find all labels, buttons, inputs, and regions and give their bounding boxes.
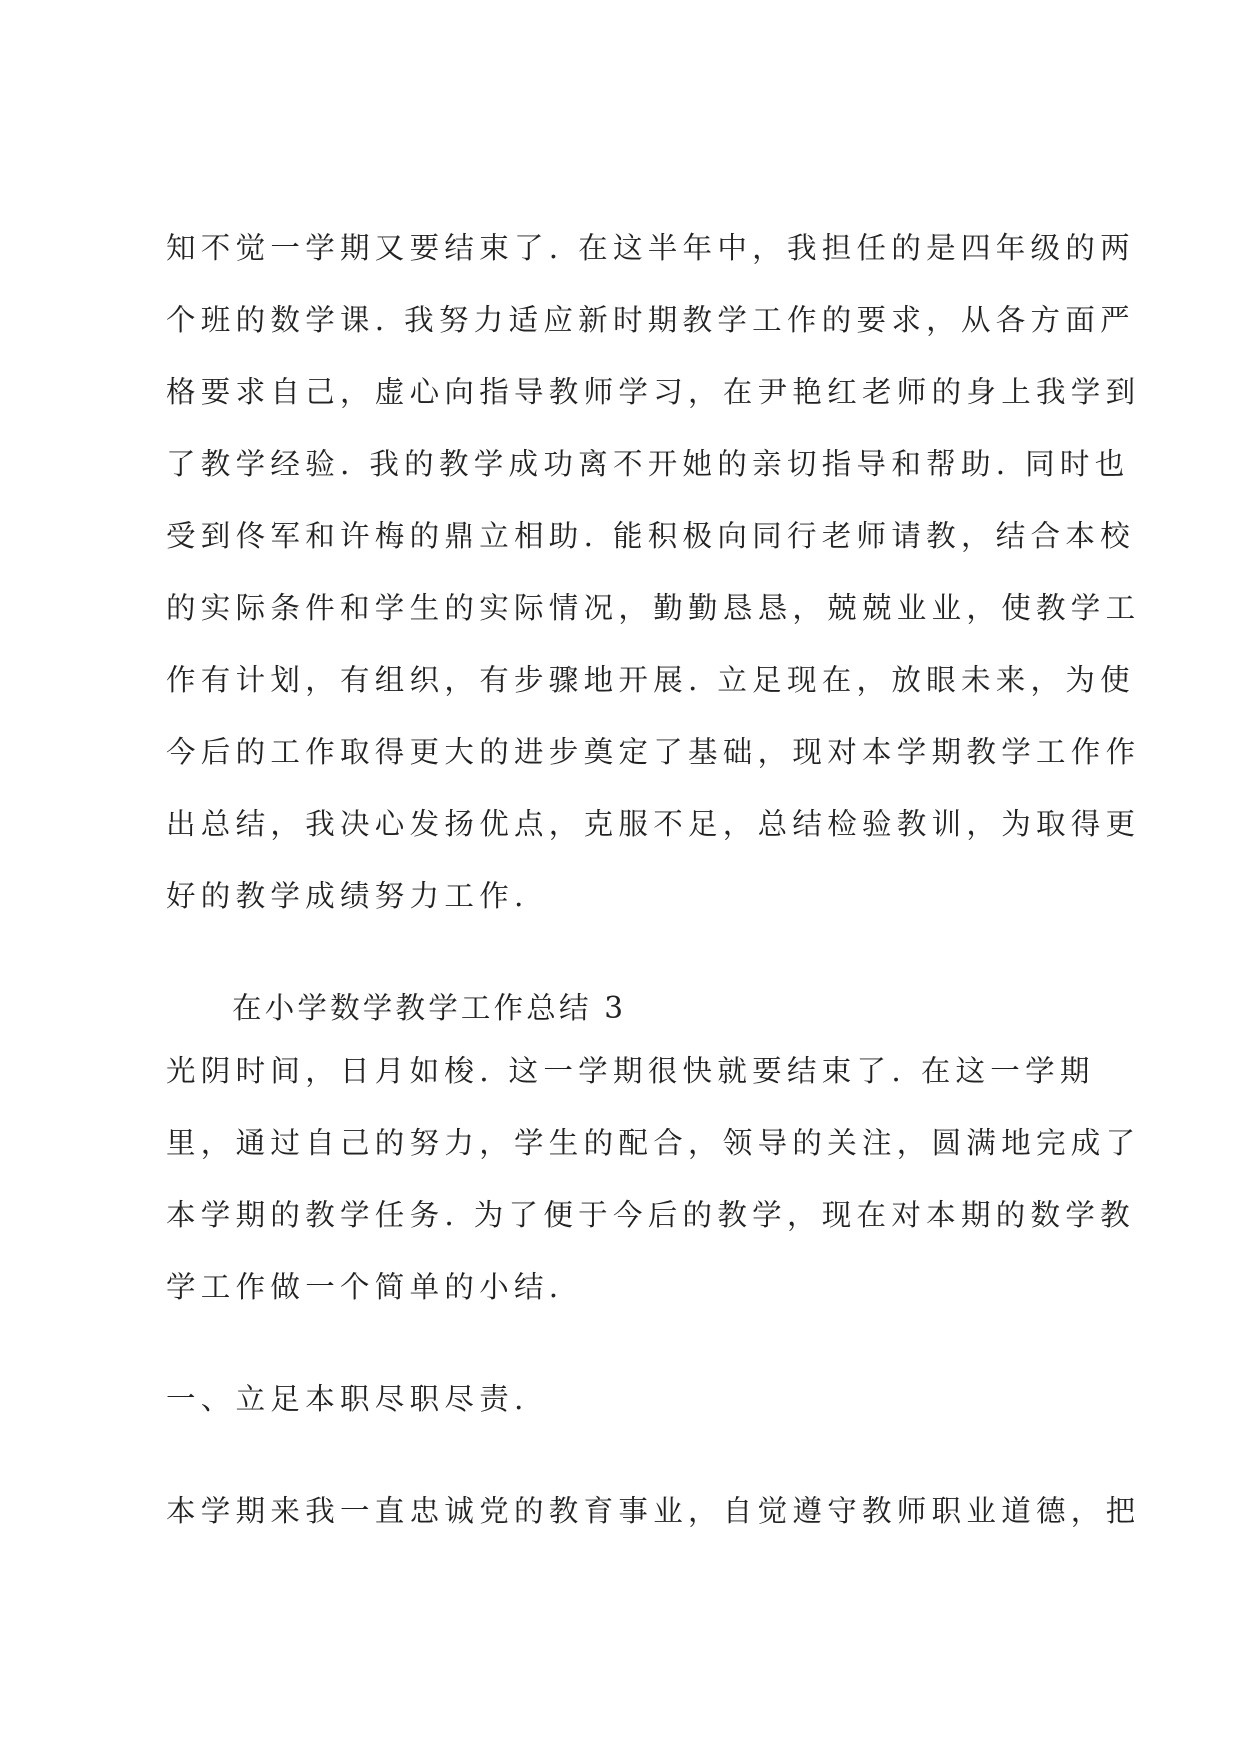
subheading-1: 一、立足本职尽职尽责. (166, 1382, 529, 1416)
paragraph-1-line-2: 个班的数学课. 我努力适应新时期教学工作的要求，从各方面严 (166, 303, 1135, 337)
paragraph-1-line-3: 格要求自己，虚心向指导教师学习，在尹艳红老师的身上我学到 (166, 375, 1141, 409)
paragraph-2-line-3: 本学期的教学任务. 为了便于今后的教学，现在对本期的数学教 (166, 1198, 1135, 1232)
paragraph-1-line-9: 出总结，我决心发扬优点，克服不足，总结检验教训，为取得更 (166, 807, 1141, 841)
paragraph-1-line-7: 作有计划，有组织，有步骤地开展. 立足现在，放眼未来，为使 (166, 663, 1135, 697)
paragraph-1-line-8: 今后的工作取得更大的进步奠定了基础，现对本学期教学工作作 (166, 735, 1141, 769)
paragraph-2-line-4: 学工作做一个简单的小结. (166, 1270, 564, 1304)
paragraph-2-line-2: 里，通过自己的努力，学生的配合，领导的关注，圆满地完成了 (166, 1126, 1141, 1160)
paragraph-1-line-10: 好的教学成绩努力工作. (166, 879, 529, 913)
paragraph-1-line-1: 知不觉一学期又要结束了. 在这半年中，我担任的是四年级的两 (166, 231, 1135, 265)
paragraph-3-line-1: 本学期来我一直忠诚党的教育事业，自觉遵守教师职业道德，把 (166, 1494, 1141, 1528)
paragraph-2-line-1: 光阴时间，日月如梭. 这一学期很快就要结束了. 在这一学期 (166, 1054, 1095, 1088)
paragraph-1-line-4: 了教学经验. 我的教学成功离不开她的亲切指导和帮助. 同时也 (166, 447, 1130, 481)
paragraph-1-line-5: 受到佟军和许梅的鼎立相助. 能积极向同行老师请教，结合本校 (166, 519, 1135, 553)
paragraph-1-line-6: 的实际条件和学生的实际情况，勤勤恳恳，兢兢业业，使教学工 (166, 591, 1141, 625)
section-heading: 在小学数学教学工作总结 3 (232, 991, 627, 1025)
